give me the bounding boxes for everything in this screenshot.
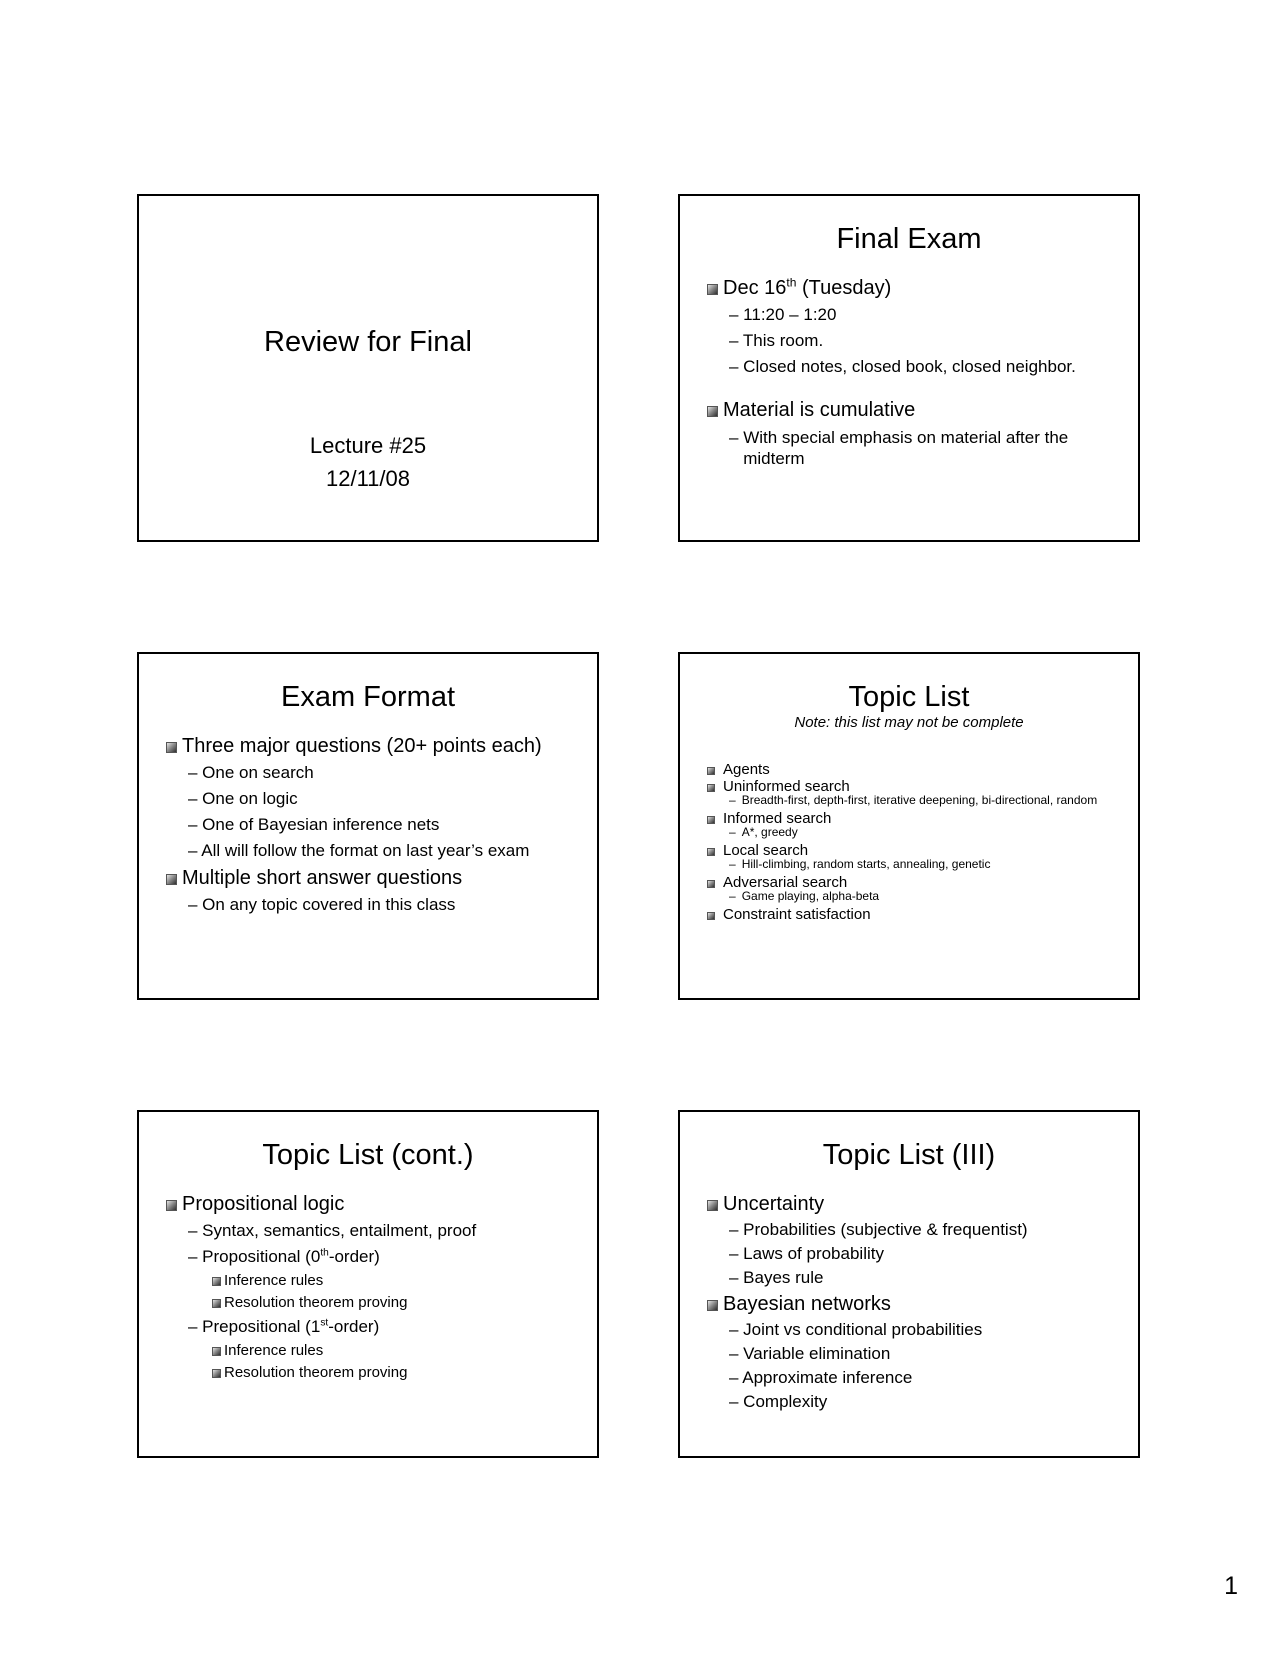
- bullet-exam-date: Dec 16th (Tuesday): [707, 274, 1126, 302]
- bullet-square-icon: [707, 912, 715, 920]
- page-number: 1: [1224, 1572, 1238, 1600]
- topic-item: Informed search: [707, 810, 1126, 827]
- bullet-square-icon: [707, 848, 715, 856]
- bullet-short-answer: Multiple short answer questions: [166, 864, 585, 892]
- sub-bullet: – One on search: [188, 763, 314, 782]
- bullet-square-icon: [212, 1369, 221, 1378]
- sub-bullet: – Prepositional (1st-order): [188, 1317, 380, 1336]
- bullet-bayesian-networks: Bayesian networks: [707, 1290, 1126, 1318]
- sub-bullet: – Joint vs conditional probabilities: [729, 1320, 983, 1339]
- topic-item: Constraint satisfaction: [707, 906, 1126, 923]
- slide-topic-list-iii: [678, 1110, 1140, 1458]
- bullet-square-icon: [707, 1300, 718, 1311]
- slide-note: Note: this list may not be complete: [794, 714, 1024, 731]
- bullet-square-icon: [212, 1299, 221, 1308]
- topic-sub-item: – Game playing, alpha-beta: [729, 889, 880, 903]
- bullet-square-icon: [212, 1347, 221, 1356]
- sub-bullet: – On any topic covered in this class: [188, 895, 456, 914]
- bullet-square-icon: [166, 874, 177, 885]
- slide-title: Topic List (III): [822, 1139, 996, 1171]
- sub-sub-bullet: Resolution theorem proving: [166, 1362, 585, 1384]
- topic-item: Agents: [707, 761, 1126, 778]
- slide-subtitle: [139, 429, 597, 495]
- slide-title: Exam Format: [280, 681, 456, 713]
- sub-sub-bullet: Resolution theorem proving: [166, 1292, 585, 1314]
- slide-exam-format: [137, 652, 599, 1000]
- sub-bullet: – Bayes rule: [729, 1268, 824, 1287]
- bullet-uncertainty: Uncertainty: [707, 1190, 1126, 1218]
- topic-sub-item: – Breadth-first, depth-first, iterative deepening, bi-directional, random: [729, 793, 1098, 807]
- sub-bullet: – All will follow the format on last year’s exam: [188, 841, 530, 860]
- sub-bullet: – Laws of probability: [729, 1244, 884, 1263]
- slide-title: Topic List (cont.): [262, 1139, 474, 1171]
- bullet-square-icon: [707, 406, 718, 417]
- sub-bullet: – With special emphasis on material after the midterm: [729, 428, 1069, 468]
- slide-topic-list-cont: [137, 1110, 599, 1458]
- bullet-square-icon: [707, 880, 715, 888]
- sub-bullet: – One on logic: [188, 789, 298, 808]
- sub-bullet: – 11:20 – 1:20: [729, 305, 837, 324]
- bullet-propositional-logic: Propositional logic: [166, 1190, 585, 1218]
- topic-item: Local search: [707, 842, 1126, 859]
- topic-sub-item: – Hill-climbing, random starts, annealing, genetic: [729, 857, 991, 871]
- topic-sub-item: – A*, greedy: [729, 825, 798, 839]
- topic-item: Uninformed search: [707, 778, 1126, 795]
- sub-bullet: – Closed notes, closed book, closed neighbor.: [729, 357, 1076, 376]
- bullet-square-icon: [166, 742, 177, 753]
- sub-bullet: – This room.: [729, 331, 824, 350]
- sub-sub-bullet: Inference rules: [166, 1340, 585, 1362]
- bullet-square-icon: [707, 784, 715, 792]
- topic-item: Adversarial search: [707, 874, 1126, 891]
- sub-bullet: – Syntax, semantics, entailment, proof: [188, 1221, 477, 1240]
- slide-title: Topic List: [848, 681, 970, 713]
- sub-bullet: – Complexity: [729, 1392, 828, 1411]
- slide-title-review: [137, 194, 599, 542]
- slide-title: Review for Final: [264, 326, 472, 358]
- sub-bullet: – One of Bayesian inference nets: [188, 815, 440, 834]
- lecture-number: Lecture #25: [309, 433, 427, 458]
- slide-topic-list: [678, 652, 1140, 1000]
- bullet-square-icon: [707, 284, 718, 295]
- lecture-date: 12/11/08: [325, 466, 410, 491]
- bullet-square-icon: [212, 1277, 221, 1286]
- sub-sub-bullet: Inference rules: [166, 1270, 585, 1292]
- bullet-square-icon: [707, 816, 715, 824]
- sub-bullet: – Probabilities (subjective & frequentist): [729, 1220, 1028, 1239]
- bullet-square-icon: [707, 767, 715, 775]
- sub-bullet: – Approximate inference: [729, 1368, 913, 1387]
- bullet-square-icon: [166, 1200, 177, 1211]
- bullet-cumulative: Material is cumulative: [707, 396, 1126, 424]
- sub-bullet: – Variable elimination: [729, 1344, 891, 1363]
- slide-title: Final Exam: [836, 223, 982, 255]
- bullet-major-questions: Three major questions (20+ points each): [166, 732, 585, 760]
- sub-bullet: – Propositional (0th-order): [188, 1247, 380, 1266]
- slide-final-exam: [678, 194, 1140, 542]
- bullet-square-icon: [707, 1200, 718, 1211]
